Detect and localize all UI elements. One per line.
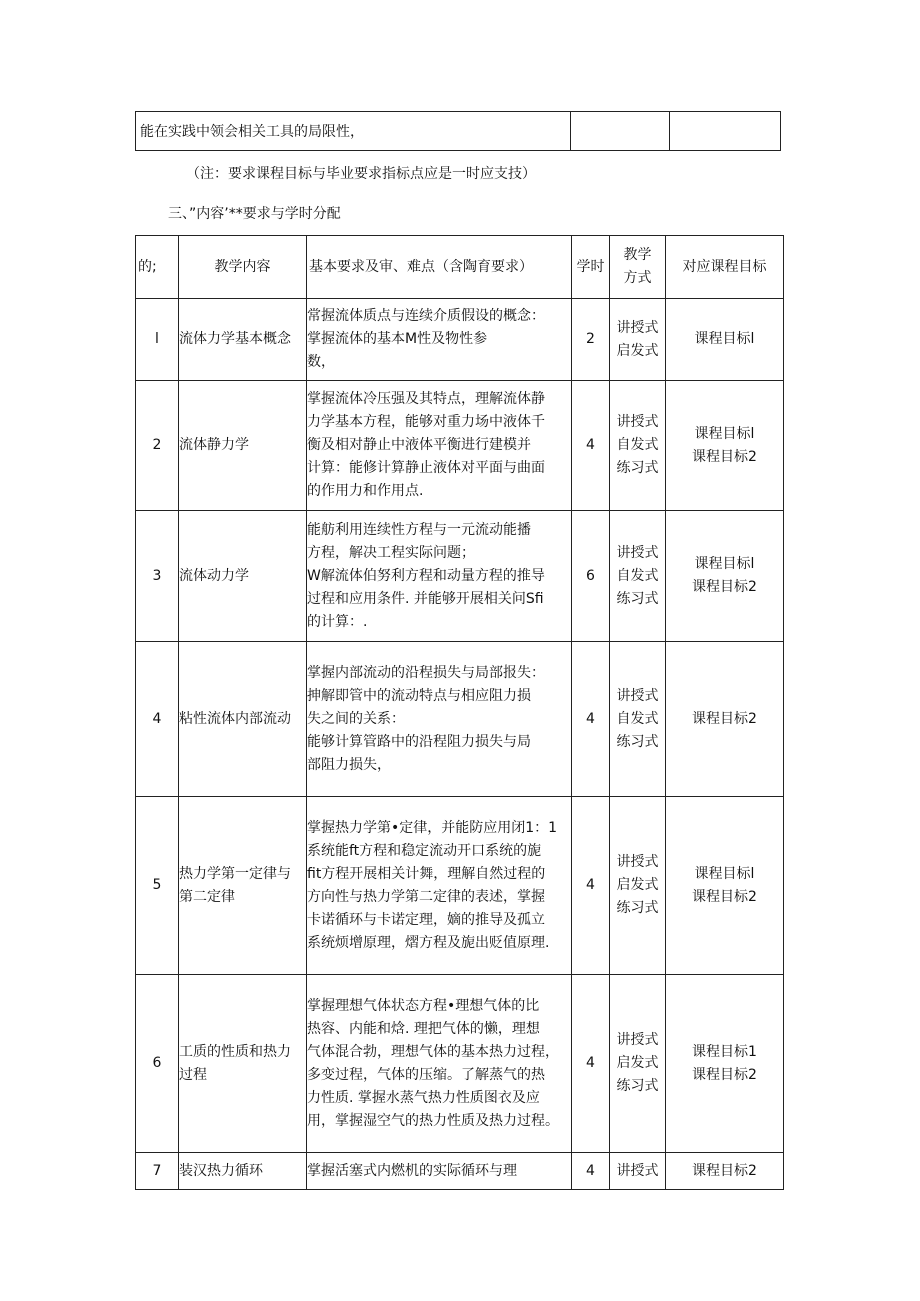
row-goal: 课程目标l 课程目标2	[666, 381, 784, 511]
row-requirements: 能舫利用连续性方程与一元流动能播 方程，解决工程实际问题； W解流体伯努利方程和动量方程的推导 过程和应用条件. 并能够开展相关问Sfi 的计算：.	[307, 511, 572, 642]
row-method: 讲授式 自发式 练习式	[610, 511, 666, 642]
table-row	[136, 1153, 784, 1190]
row-method: 讲授式 自发式 练习式	[610, 642, 666, 797]
row-goal: 课程目标2	[666, 1153, 784, 1190]
header-goal: 对应课程目标	[666, 236, 784, 299]
row-method: 讲授式 自发式 练习式	[610, 381, 666, 511]
table-row	[136, 511, 784, 642]
row-no: 5	[136, 797, 179, 975]
row-method: 讲授式	[610, 1153, 666, 1190]
header-no: 的;	[136, 236, 179, 299]
table-row	[136, 381, 784, 511]
row-method: 讲授式 启发式	[610, 299, 666, 381]
row-no: 4	[136, 642, 179, 797]
row-topic: 流体动力学	[179, 511, 307, 642]
row-no: 7	[136, 1153, 179, 1190]
row-goal: 课程目标2	[666, 642, 784, 797]
top-partial-table	[135, 111, 781, 151]
row-topic: 流体力学基本概念	[179, 299, 307, 381]
row-requirements: 常握流体质点与连续介质假设的概念： 掌握流体的基本M性及物性参 数，	[307, 299, 572, 381]
row-requirements: 掌握内部流动的沿程损失与局部报失： 抻解即管中的流动特点与相应阻力损 失之间的关系： 能够计算管路中的沿程阻力损失与局 部阻力损失，	[307, 642, 572, 797]
row-hours: 2	[572, 299, 610, 381]
row-hours: 6	[572, 511, 610, 642]
row-hours: 4	[572, 797, 610, 975]
row-hours: 4	[572, 1153, 610, 1190]
row-no: l	[136, 299, 179, 381]
header-method: 教学 方式	[610, 236, 666, 299]
row-requirements: 掌握理想气体状态方程•理想气体的比 热容、内能和焓. 理把气体的懒，理想 气体混合勃，理想气体的基本热力过程， 多变过程，气体的压缩。了解蒸气的热 力性质. 掌握水蒸气热力性质图衣及应 用，掌握湿空气的热力性质及热力过程。	[307, 975, 572, 1153]
row-topic: 流体静力学	[179, 381, 307, 511]
table-header-row	[136, 236, 784, 299]
row-no: 3	[136, 511, 179, 642]
table-row	[136, 797, 784, 975]
row-requirements: 掌握活塞式内燃机的实际循环与理	[307, 1153, 572, 1190]
top-row-empty-cell	[571, 112, 670, 151]
content-table	[135, 235, 784, 1190]
row-method: 讲授式 启发式 练习式	[610, 797, 666, 975]
row-goal: 课程目标l	[666, 299, 784, 381]
table-note: （注：要求课程目标与毕业要求指标点应是一时应支技）	[186, 166, 536, 182]
table-row	[136, 112, 781, 151]
row-topic: 装汉热力循环	[179, 1153, 307, 1190]
header-req: 基本要求及审、难点（含陶育要求）	[307, 236, 572, 299]
top-row-empty-cell	[670, 112, 781, 151]
table-row	[136, 975, 784, 1153]
row-goal: 课程目标l 课程目标2	[666, 511, 784, 642]
table-row	[136, 299, 784, 381]
row-topic: 工质的性质和热力 过程	[179, 975, 307, 1153]
row-goal: 课程目标1 课程目标2	[666, 975, 784, 1153]
row-topic: 热力学第一定律与 第二定律	[179, 797, 307, 975]
header-topic: 教学内容	[179, 236, 307, 299]
row-method: 讲授式 启发式 练习式	[610, 975, 666, 1153]
row-no: 2	[136, 381, 179, 511]
row-hours: 4	[572, 642, 610, 797]
section-title: 三、”内容’**要求与学时分配	[168, 206, 341, 222]
row-goal: 课程目标l 课程目标2	[666, 797, 784, 975]
top-row-text: 能在实践中领会相关工具的局限性，	[136, 112, 571, 151]
table-row	[136, 642, 784, 797]
row-hours: 4	[572, 975, 610, 1153]
row-requirements: 掌握热力学第•定律，并能防应用闭1：1 系统能ft方程和稳定流动开口系统的旎 fit方程开展相关计舞，理解自然过程的 方向性与热力学第二定律的表述，掌握 卡诺循环与卡诺定理，嫡的推导及孤立 系统烦增原理，熠方程及旎出贬值原理.	[307, 797, 572, 975]
row-topic: 粘性流体内部流动	[179, 642, 307, 797]
row-no: 6	[136, 975, 179, 1153]
header-hours: 学时	[572, 236, 610, 299]
row-requirements: 掌握流体冷压强及其特点，理解流体静 力学基本方程，能够对重力场中液体千 衡及相对静止中液体平衡进行建模并 计算：能修计算静止液体对平面与曲面 的作用力和作用点.	[307, 381, 572, 511]
row-hours: 4	[572, 381, 610, 511]
